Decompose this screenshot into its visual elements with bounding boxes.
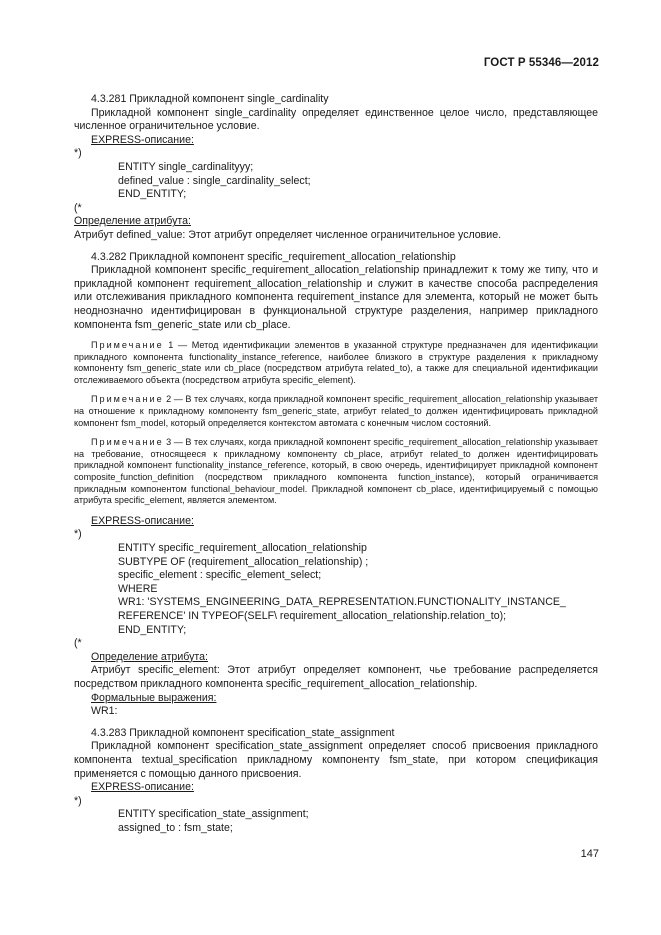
code-line-282-5: WR1: 'SYSTEMS_ENGINEERING_DATA_REPRESENTATION.FUNCTIONALITY_INSTANCE_ <box>118 596 566 609</box>
express-label-282: EXPRESS-описание: <box>91 514 194 527</box>
note-3-text: 3 — В тех случаях, когда прикладной компонент specific_requirement_allocation_relationship указывает на требование, относящееся к прикладному компоненту cb_place, атрибут related_to должен идентифицировать прикладной компонент functionality_instance_reference, который, в свою очередь, идентифицирует прикладной компонент composite_function_definition (посредством прикладного компонента function_instance), который ограничивается прикладным компонентом functional_behaviour_model. Прикладной компонент cb_place, идентифицируемый с помощью атрибута specific_element, является элементом. <box>74 437 598 506</box>
code-line-282-6: REFERENCE' IN TYPEOF(SELF\ requirement_allocation_relationship.relation_to); <box>118 609 507 622</box>
section-283-body: Прикладной компонент specification_state_assignment определяет способ присвоения прикладного компонента textual_specification прикладному компоненту fsm_state, при котором спецификация применяется с помощью данного присвоения. <box>74 740 598 780</box>
express-open-281: *) <box>74 147 82 160</box>
section-282-heading: 4.3.282 Прикладной компонент specific_requirement_allocation_relationship <box>91 250 456 263</box>
express-label-281: EXPRESS-описание: <box>91 133 194 146</box>
code-line-282-2: SUBTYPE OF (requirement_allocation_relationship) ; <box>118 555 369 568</box>
code-line-282-7: END_ENTITY; <box>118 623 187 636</box>
attr-text-281: Атрибут defined_value: Этот атрибут определяет численное ограничительное условие. <box>74 228 502 241</box>
code-line-283-1: ENTITY specification_state_assignment; <box>118 808 309 821</box>
note-2 <box>74 394 598 429</box>
section-283-heading: 4.3.283 Прикладной компонент specification_state_assignment <box>91 726 395 739</box>
page-number: 147 <box>580 848 599 860</box>
section-281-heading: 4.3.281 Прикладной компонент single_cardinality <box>91 93 329 105</box>
page-content <box>74 93 598 835</box>
express-open-283: *) <box>74 794 82 807</box>
attr-label-282: Определение атрибута: <box>91 650 208 663</box>
code-line-282-4: WHERE <box>118 582 158 595</box>
code-line-282-3: specific_element : specific_element_select; <box>118 569 322 582</box>
express-close-281: (* <box>74 201 82 214</box>
section-282-body: Прикладной компонент specific_requirement_allocation_relationship принадлежит к тому же типу, что и прикладной компонент requirement_allocation_relationship и служит в качестве способа распределения или отслеживания прикладного компонента requirement_instance для элемента, который не может быть неоднозначно идентифицирован в функциональной структуре разделения, например прикладного компонента fsm_generic_state или cb_place. <box>74 264 598 331</box>
attr-label-281: Определение атрибута: <box>74 215 191 228</box>
note-3-label: Примечание <box>91 437 164 448</box>
formal-label-282: Формальные выражения: <box>91 691 217 704</box>
note-1 <box>74 340 598 386</box>
note-2-text: 2 — В тех случаях, когда прикладной компонент specific_requirement_allocation_relationship указывает на отношение к прикладному компоненту fsm_generic_state, атрибут related_to должен идентифицировать прикладной компонент fsm_model, который определяется контекстом автомата с конечным числом состояний. <box>74 394 598 428</box>
code-line-281-1: ENTITY single_cardinalityyy; <box>118 160 254 173</box>
section-281-body: Прикладной компонент single_cardinality определяет единственное целое число, представляющее численное ограничительное условие. <box>74 106 598 133</box>
code-line-283-2: assigned_to : fsm_state; <box>118 821 233 834</box>
code-line-281-3: END_ENTITY; <box>118 188 187 201</box>
code-line-281-2: defined_value : single_cardinality_select; <box>118 174 311 187</box>
note-1-text: 1 — Метод идентификации элементов в указанной структуре предназначен для идентификации прикладного компонента functionality_instance_reference, наиболее близкого в структуре разделения к прикладному компоненту fsm_generic_state или cb_place (посредством атрибута related_to), а также для специальной идентификации отслеживаемого объекта (посредством атрибута specific_element). <box>74 340 598 385</box>
standard-header: ГОСТ Р 55346—2012 <box>483 57 599 69</box>
note-3 <box>74 437 598 507</box>
formal-text-282: WR1: <box>91 705 118 718</box>
express-open-282: *) <box>74 528 82 541</box>
note-1-label: Примечание <box>91 340 164 351</box>
code-line-282-1: ENTITY specific_requirement_allocation_relationship <box>118 542 367 554</box>
note-2-label: Примечание <box>91 394 164 405</box>
attr-text-282: Атрибут specific_element: Этот атрибут определяет компонент, чье требование распределяется посредством прикладного компонента specific_requirement_allocation_relationship. <box>74 664 598 690</box>
express-label-283: EXPRESS-описание: <box>91 781 194 794</box>
express-close-282: (* <box>74 637 82 650</box>
